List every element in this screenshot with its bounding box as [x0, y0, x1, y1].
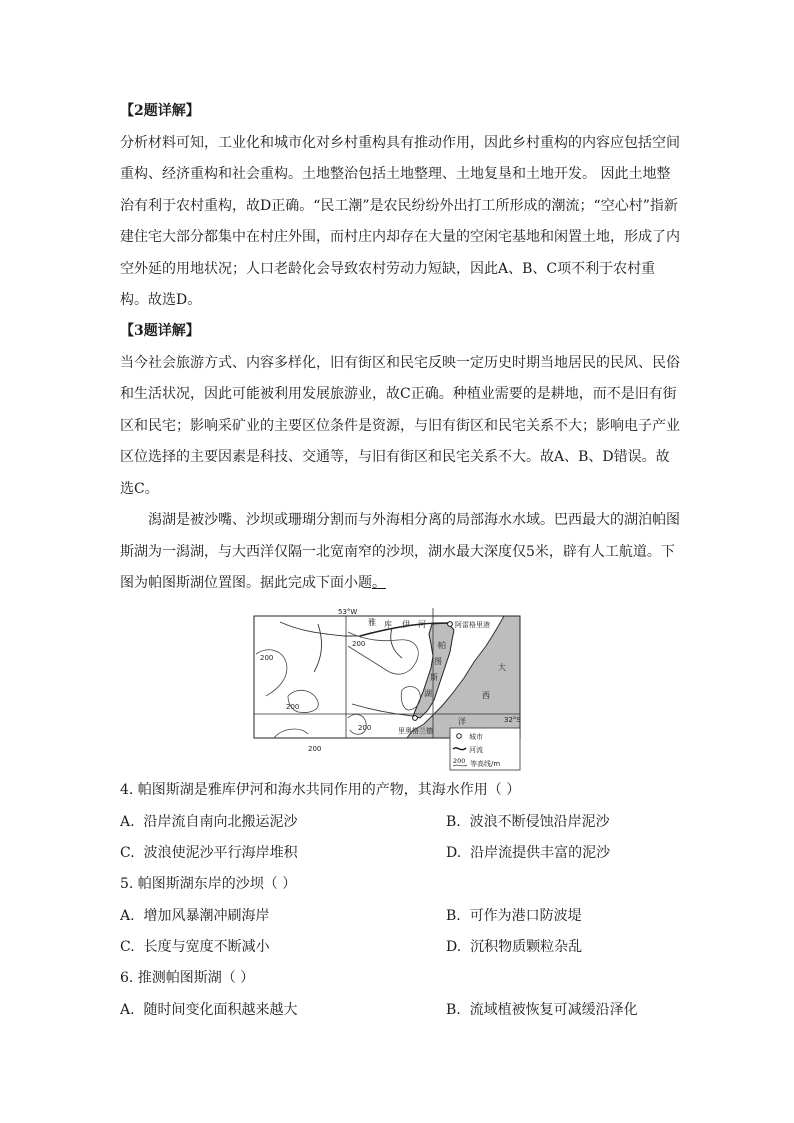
q2-text: 分析材料可知，工业化和城市化对乡村重构具有推动作用，因此乡村重构的内容应包括空间重构、经济重构和社会重构。土地整治包括土地整理、土地复垦和土地开发。 因此土地整治有利于农村重构，故D正确。“民工潮”是农民纷纷外出打工所形成的潮流；“空心村”指新建住宅大部分都集中在村庄外围，而村庄内却存在大量的空闲宅基地和闲置土地，形成了内空外延的用地状况；人口老龄化会导致农村劳动力短缺，因此A、B、C项不利于农村重构。故选D。 [120, 134, 680, 308]
lake-label-char-1: 帕 [438, 641, 446, 650]
ocean-label-char-2: 西 [482, 691, 490, 700]
legend-river-label: 河流 [469, 746, 483, 754]
intro-paragraph [120, 505, 680, 600]
contour-label-2: 200 [286, 703, 300, 711]
intro-end: 。 [372, 575, 386, 591]
contour-label-3: 200 [352, 640, 366, 648]
legend-contour-label: 等高线/m [470, 760, 501, 768]
option-4a[interactable] [120, 811, 297, 831]
lon-label: 53°W [338, 608, 358, 616]
option-letter: B. [446, 814, 461, 830]
q3-text: 当今社会旅游方式、内容多样化，旧有街区和民宅反映一定历史时期当地居民的民风、民俗和生活状况，因此可能被利用发展旅游业，故C正确。种植业需要的是耕地，而不是旧有街区和民宅；影响采矿业的主要区位条件是资源，与旧有街区和民宅关系不大；影响电子产业区位选择的主要因素是科技、交通等，与旧有街区和民宅关系不大。故A、B、D错误。故选C。 [120, 354, 680, 497]
ocean-label-char-1: 大 [498, 663, 506, 672]
option-text: 随时间变化面积越来越大 [143, 1002, 298, 1018]
option-letter: A. [120, 1002, 135, 1018]
river-label-char-3: 伊 [402, 620, 410, 629]
question-6-stem: 6. 推测帕图斯湖（ ） [120, 970, 255, 986]
question-4-stem: 4. 帕图斯湖是雅库伊河和海水共同作用的产物，其海水作用（ ） [120, 782, 521, 798]
lake-label-char-2: 图 [434, 657, 442, 666]
intro-text: 潟湖是被沙嘴、沙坝或珊瑚分割而与外海相分离的局部海水水域。巴西最大的湖泊帕图斯湖为一潟湖，与大西洋仅隔一北宽南窄的沙坝，湖水最大深度仅5米，辟有人工航道。下图为帕图斯湖位置图。据此完成下面小题 [120, 512, 680, 591]
option-letter: A. [120, 814, 135, 830]
city-porto-alegre [448, 622, 453, 627]
legend-contour-value: 200 [453, 757, 466, 765]
river-tributary-2 [314, 624, 321, 672]
option-4d[interactable] [446, 842, 610, 862]
patos-lagoon-map [252, 606, 524, 772]
option-letter: D. [446, 845, 462, 861]
option-letter: C. [120, 845, 135, 861]
contour-label-5: 200 [358, 724, 372, 732]
contour-label-4: 200 [308, 745, 322, 753]
contour-label-1: 200 [260, 654, 274, 662]
option-text: 波浪使泥沙平行海岸堆积 [143, 845, 298, 861]
question-5-stem: 5. 帕图斯湖东岸的沙坝（ ） [120, 876, 297, 892]
river-label-char-4: 河 [418, 620, 426, 629]
option-4c[interactable] [120, 842, 298, 862]
option-text: 波浪不断侵蚀沿岸泥沙 [469, 814, 610, 830]
q2-explanation [120, 96, 680, 317]
option-text: 沉积物质颗粒杂乱 [470, 939, 583, 955]
option-text: 流域植被恢复可减缓沿泽化 [469, 1002, 638, 1018]
contour-line-5 [274, 729, 308, 738]
option-6a[interactable] [120, 999, 297, 1019]
option-5d[interactable] [446, 936, 582, 956]
river-tributary-3 [391, 628, 402, 658]
option-text: 长度与宽度不断减小 [143, 939, 270, 955]
river-tributary-west [280, 622, 360, 636]
lake-label-char-3: 斯 [430, 673, 438, 682]
option-text: 增加风暴潮冲刷海岸 [143, 908, 270, 924]
city-rio-grande [413, 716, 418, 721]
contour-line-3 [348, 632, 418, 674]
option-5b[interactable] [446, 905, 582, 925]
option-text: 可作为港口防波堤 [469, 908, 582, 924]
q2-heading: 【2题详解】 [120, 103, 200, 119]
option-text: 沿岸流提供丰富的泥沙 [470, 845, 611, 861]
option-4b[interactable] [446, 811, 610, 831]
option-letter: A. [120, 908, 135, 924]
option-5c[interactable] [120, 936, 270, 956]
river-label-char-2: 库 [384, 620, 392, 629]
city-label-rio-grande: 里奥格兰德 [398, 727, 433, 735]
option-letter: B. [446, 908, 461, 924]
legend-city-symbol [457, 734, 462, 739]
q3-explanation [120, 316, 680, 505]
option-letter: D. [446, 939, 462, 955]
q3-heading: 【3题详解】 [120, 323, 200, 339]
option-letter: C. [120, 939, 135, 955]
lake-label-char-4: 湖 [424, 689, 432, 698]
ocean-label-char-3: 洋 [458, 717, 466, 726]
option-5a[interactable] [120, 905, 269, 925]
river-label-char-1: 雅 [368, 618, 376, 627]
city-label-porto-alegre: 阿雷格里港 [455, 621, 490, 629]
lat-label: 32°S [504, 716, 521, 724]
option-text: 沿岸流自南向北搬运泥沙 [143, 814, 298, 830]
option-6b[interactable] [446, 999, 638, 1019]
option-letter: B. [446, 1002, 461, 1018]
legend-city-label: 城市 [469, 733, 483, 741]
